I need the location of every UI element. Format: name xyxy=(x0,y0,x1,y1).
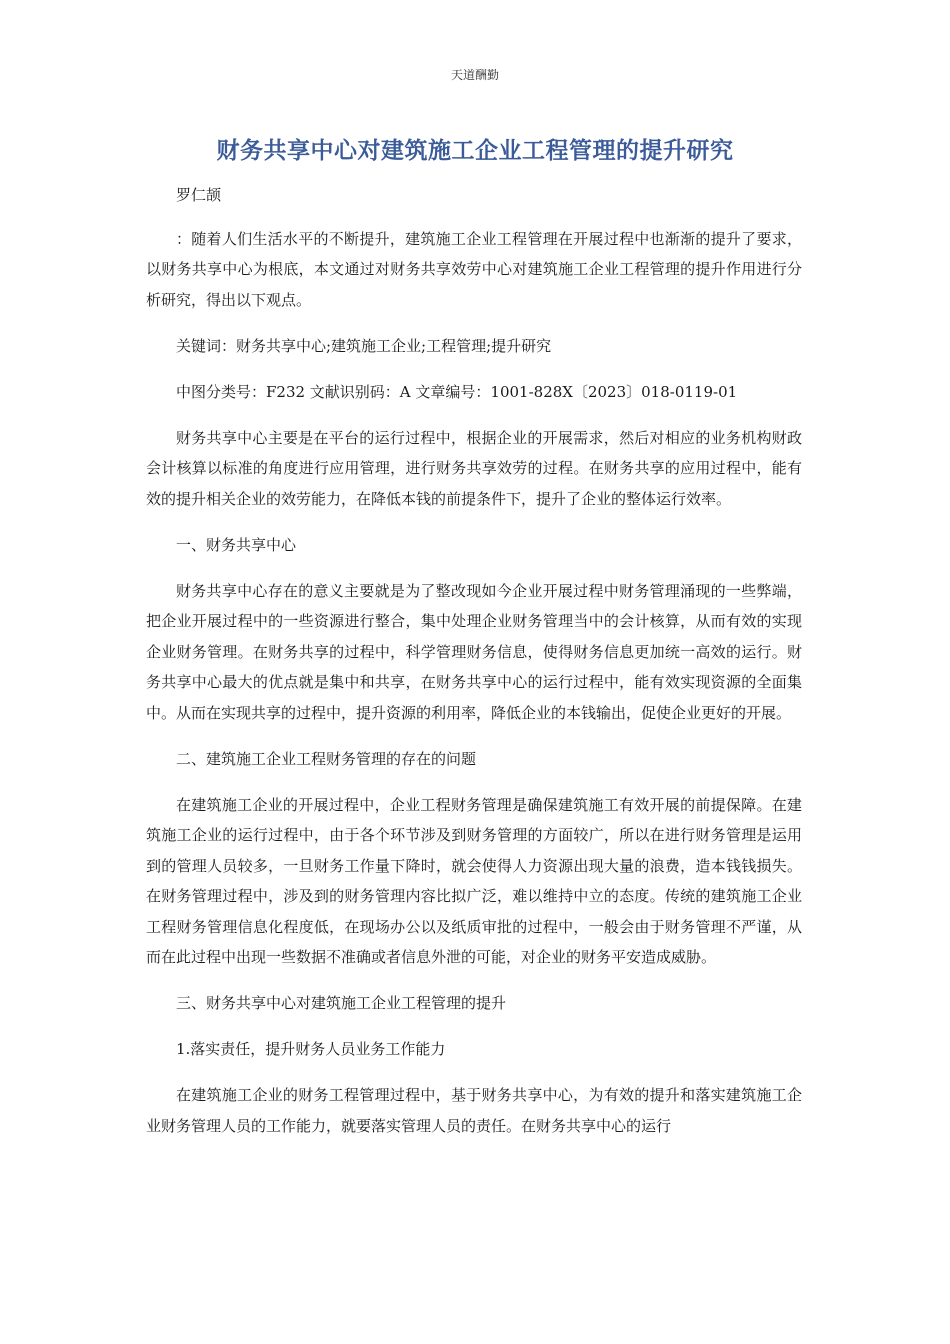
abstract-paragraph: ：随着人们生活水平的不断提升，建筑施工企业工程管理在开展过程中也渐渐的提升了要求，以财务共享中心为根底，本文通过对财务共享效劳中心对建筑施工企业工程管理的提升作用进行分析研究，得出以下观点。 xyxy=(146,229,802,309)
section-2-paragraph: 在建筑施工企业的开展过程中，企业工程财务管理是确保建筑施工有效开展的前提保障。在建筑施工企业的运行过程中，由于各个环节涉及到财务管理的方面较广，所以在进行财务管理是运用到的管理人员较多，一旦财务工作量下降时，就会使得人力资源出现大量的浪费，造本钱钱损失。在财务管理过程中，涉及到的财务管理内容比拟广泛，难以维持中立的态度。传统的建筑施工企业工程财务管理信息化程度低，在现场办公以及纸质审批的过程中，一般会由于财务管理不严谨，从而在此过程中出现一些数据不准确或者信息外泄的可能，对企业的财务平安造成威胁。 xyxy=(146,795,802,966)
section-heading-2: 二、建筑施工企业工程财务管理的存在的问题 xyxy=(176,749,477,768)
subsection-heading-3-1: 1.落实责任，提升财务人员业务工作能力 xyxy=(176,1040,446,1058)
section-heading-1: 一、财务共享中心 xyxy=(176,535,297,554)
article-title: 财务共享中心对建筑施工企业工程管理的提升研究 xyxy=(216,138,734,164)
author-name: 罗仁颉 xyxy=(176,186,222,204)
page-header: 天道酬勤 xyxy=(450,68,499,82)
article-body xyxy=(146,180,802,1141)
intro-paragraph: 财务共享中心主要是在平台的运行过程中，根据企业的开展需求，然后对相应的业务机构财政会计核算以标准的角度进行应用管理，进行财务共享效劳的过程。在财务共享的应用过程中，能有效的提升相关企业的效劳能力，在降低本钱的前提条件下，提升了企业的整体运行效率。 xyxy=(146,428,802,508)
classification-line: 中图分类号：F232 文献识别码：A 文章编号：1001-828X〔2023〕018-0119-01 xyxy=(176,382,738,401)
subsection-3-1-paragraph: 在建筑施工企业的财务工程管理过程中，基于财务共享中心，为有效的提升和落实建筑施工企业财务管理人员的工作能力，就要落实管理人员的责任。在财务共享中心的运行 xyxy=(146,1086,802,1135)
section-heading-3: 三、财务共享中心对建筑施工企业工程管理的提升 xyxy=(176,994,507,1012)
keywords-line: 关键词：财务共享中心;建筑施工企业;工程管理;提升研究 xyxy=(176,336,552,355)
section-1-paragraph: 财务共享中心存在的意义主要就是为了整改现如今企业开展过程中财务管理涌现的一些弊端，把企业开展过程中的一些资源进行整合，集中处理企业财务管理当中的会计核算，从而有效的实现企业财务管理。在财务共享的过程中，科学管理财务信息，使得财务信息更加统一高效的运行。财务共享中心最大的优点就是集中和共享，在财务共享中心的运行过程中，能有效实现资源的全面集中。从而在实现共享的过程中，提升资源的利用率，降低企业的本钱输出，促使企业更好的开展。 xyxy=(146,581,802,722)
